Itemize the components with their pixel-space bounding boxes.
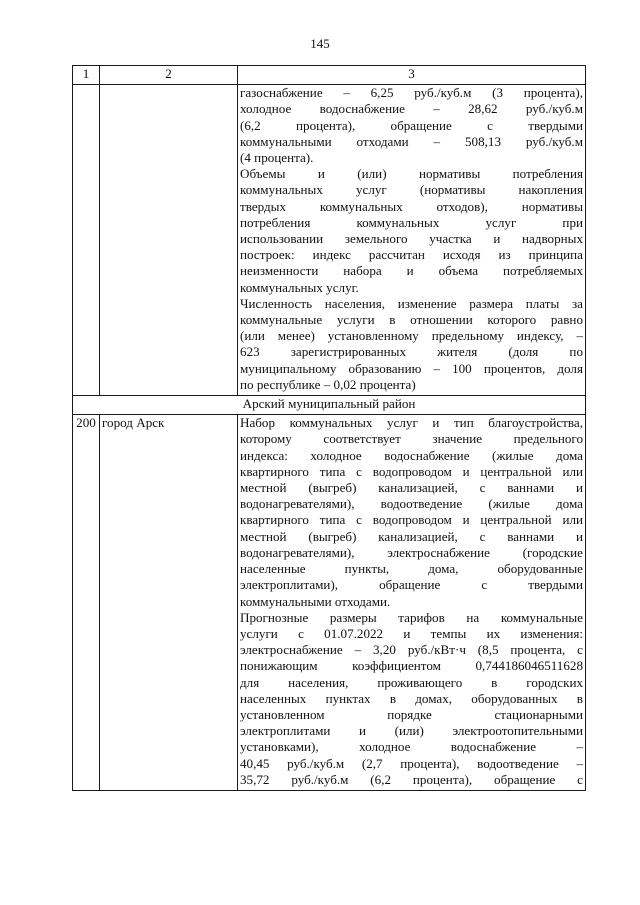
paragraph-tariff-forecast (240, 610, 583, 788)
text-line: потребления коммунальных услуг при (240, 214, 583, 230)
text-line: местной (выгреб) канализацией, с ваннами и (240, 480, 583, 496)
text-line: 623 зарегистрированных жителя (доля по (240, 344, 583, 360)
row-description (238, 415, 586, 791)
paragraph-population (240, 296, 583, 393)
text-line: построек: индекс рассчитан исходя из принципа (240, 247, 583, 263)
page-number: 145 (310, 36, 330, 51)
text-line: коммунальных услуг (нормативы накопления (240, 182, 583, 198)
row-number (73, 85, 100, 396)
text-line: для населения, проживающего в городских (240, 674, 583, 690)
text-line: неизменности набора и объема потребляемых (240, 263, 583, 279)
text-line: квартирного типа с водопроводом и центральной или (240, 463, 583, 479)
table-header-row (73, 66, 586, 85)
text-line: населенных пунктах в домах, оборудованных в (240, 690, 583, 706)
text-line: газоснабжение – 6,25 руб./куб.м (3 процента), (240, 85, 583, 101)
text-line: (или менее) установленному предельному индексу, – (240, 328, 583, 344)
text-line: твердых коммунальных отходов), нормативы (240, 198, 583, 214)
text-line: коммунальными отходами – 508,13 руб./куб.м (240, 133, 583, 149)
settlement-name: город Арск (100, 415, 238, 791)
text-line: электроснабжение – 3,20 руб./кВт·ч (8,5 процента, с (240, 642, 583, 658)
section-title: Арский муниципальный район (73, 396, 586, 415)
column-header-1: 1 (73, 66, 100, 85)
table-row-200 (73, 415, 586, 791)
text-line: электроплитами и (или) электроотопительными (240, 723, 583, 739)
text-line: Численность населения, изменение размера платы за (240, 295, 583, 311)
section-row (73, 396, 586, 415)
text-line: населенные пункты, дома, оборудованные (240, 561, 583, 577)
text-line: (6,2 процента), обращение с твердыми (240, 117, 583, 133)
text-line: коммунальные услуги в отношении которого равно (240, 312, 583, 328)
text-line: (4 процента). (240, 150, 314, 166)
column-header-2: 2 (100, 66, 238, 85)
text-line: водонагревателями), электроснабжение (городские (240, 544, 583, 560)
text-line: понижающим коэффициентом 0,744186046511628 (240, 658, 583, 674)
text-line: муниципальному образованию – 100 процентов, доля (240, 360, 583, 376)
paragraph-services-set (240, 415, 583, 609)
text-line: Набор коммунальных услуг и тип благоустройства, (240, 415, 583, 431)
text-line: коммунальными отходами. (240, 593, 391, 609)
text-line: 35,72 руб./куб.м (6,2 процента), обращение с (240, 771, 583, 787)
table-row-continued (73, 85, 586, 396)
text-line: Объемы и (или) нормативы потребления (240, 166, 583, 182)
row-description (238, 85, 586, 396)
text-line: 40,45 руб./куб.м (2,7 процента), водоотведение – (240, 755, 583, 771)
text-line: водонагревателями), водоотведение (жилые дома (240, 496, 583, 512)
column-header-3: 3 (238, 66, 586, 85)
paragraph-tariffs-continued (240, 85, 583, 166)
text-line: Прогнозные размеры тарифов на коммунальные (240, 609, 583, 625)
text-line: индекса: холодное водоснабжение (жилые дома (240, 447, 583, 463)
row-number: 200 (73, 415, 100, 791)
text-line: местной (выгреб) канализацией, с ваннами и (240, 528, 583, 544)
paragraph-consumption-volumes (240, 166, 583, 296)
text-line: установками), холодное водоснабжение – (240, 739, 583, 755)
text-line: по республике – 0,02 процента) (240, 376, 416, 392)
text-line: холодное водоснабжение – 28,62 руб./куб.м (240, 101, 583, 117)
text-line: коммунальных услуг. (240, 279, 359, 295)
text-line: использовании земельного участка и надворных (240, 231, 583, 247)
text-line: электроплитами), обращение с твердыми (240, 577, 583, 593)
tariff-table (72, 65, 586, 791)
settlement-name (100, 85, 238, 396)
text-line: квартирного типа с водопроводом и центральной или (240, 512, 583, 528)
text-line: установленном порядке стационарными (240, 706, 583, 722)
text-line: услуги с 01.07.2022 и темпы их изменения: (240, 625, 583, 641)
text-line: которому соответствует значение предельного (240, 431, 583, 447)
